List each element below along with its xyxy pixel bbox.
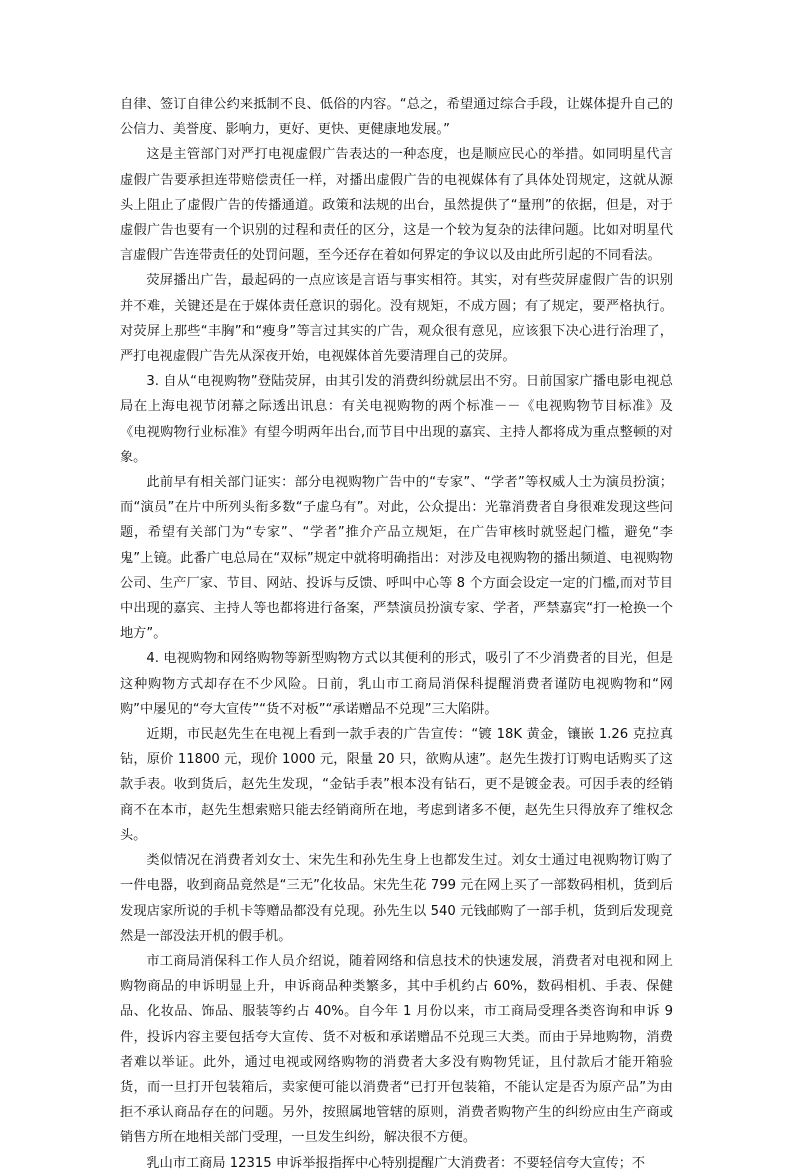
- paragraph-6: 4. 电视购物和网络购物等新型购物方式以其便利的形式，吸引了不少消费者的目光，但是这种购物方式却存在不少风险。日前，乳山市工商局消保科提醒消费者谨防电视购物和“网购”中屡见的“夸大宣传”“货不对板”“承诺赠品不兑现”三大陷阱。: [120, 651, 673, 717]
- paragraph-9: 市工商局消保科工作人员介绍说，随着网络和信息技术的快速发展，消费者对电视和网上购物商品的申诉明显上升，申诉商品种类繁多，其中手机约占 60%，数码相机、手表、保健品、化妆品、饰品、服装等约占 40%。自今年 1 月份以来，市工商局受理各类咨询和申诉 9 件，投诉内容主要包括夸大宣传、货不对板和承诺赠品不兑现三大类。而由于异地购物，消费者难以举证。此外，通过电视或网络购物的消费者大多没有购物凭证，且付款后才能开箱验货，而一旦打开包装箱后，卖家便可能以消费者“已打开包装箱，不能认定是否为原产品”为由拒不承认商品存在的问题。另外，按照属地管辖的原则，消费者购物产生的纠纷应由生产商或销售方所在地相关部门受理，一旦发生纠纷，解决很不方便。: [120, 953, 673, 1146]
- document-page: [120, 92, 673, 1176]
- paragraph-8: 类似情况在消费者刘女士、宋先生和孙先生身上也都发生过。刘女士通过电视购物订购了一件电器，收到商品竟然是“三无”化妆品。宋先生花 799 元在网上买了一部数码相机，货到后发现店家所说的手机卡等赠品都没有兑现。孙先生以 540 元钱邮购了一部手机，货到后发现竟然是一部没法开机的假手机。: [120, 853, 673, 944]
- paragraph-4: 3. 自从“电视购物”登陆荧屏，由其引发的消费纠纷就层出不穷。日前国家广播电影电视总局在上海电视节闭幕之际透出讯息：有关电视购物的两个标准－－《电视购物节目标准》及《电视购物行业标准》有望今明两年出台,而节目中出现的嘉宾、主持人都将成为重点整顿的对象。: [120, 374, 673, 465]
- paragraph-10: 乳山市工商局 12315 申诉举报指挥中心特别提醒广大消费者：不要轻信夸大宣传；不: [146, 1155, 646, 1171]
- paragraph-1: 自律、签订自律公约来抵制不良、低俗的内容。“总之，希望通过综合手段，让媒体提升自己的公信力、美誉度、影响力，更好、更快、更健康地发展。”: [120, 97, 673, 138]
- paragraph-7: 近期，市民赵先生在电视上看到一款手表的广告宣传：“镀 18K 黄金，镶嵌 1.26 克拉真钻，原价 11800 元，现价 1000 元，限量 20 只，欲购从速”。赵先生拨打订购电话购买了这款手表。收到货后，赵先生发现，“金钻手表”根本没有钻石，更不是镀金表。可因手表的经销商不在本市，赵先生想索赔只能去经销商所在地，考虑到诸多不便，赵先生只得放弃了维权念头。: [120, 727, 673, 843]
- paragraph-5: 此前早有相关部门证实：部分电视购物广告中的“专家”、“学者”等权威人士为演员扮演；而“演员”在片中所列头衔多数“子虚乌有”。对此，公众提出：光靠消费者自身很难发现这些问题，希望有关部门为“专家”、“学者”推介产品立规矩，在广告审核时就竖起门槛，避免“李鬼”上镜。此番广电总局在“双标”规定中就将明确指出：对涉及电视购物的播出频道、电视购物公司、生产厂家、节目、网站、投诉与反馈、呼叫中心等 8 个方面会设定一定的门槛,而对节目中出现的嘉宾、主持人等也都将进行备案，严禁演员扮演专家、学者，严禁嘉宾“打一枪换一个地方”。: [120, 475, 673, 642]
- paragraph-3: 荧屏播出广告，最起码的一点应该是言语与事实相符。其实，对有些荧屏虚假广告的识别并不难，关键还是在于媒体责任意识的弱化。没有规矩，不成方圆；有了规定，要严格执行。对荧屏上那些“丰胸”和“瘦身”等言过其实的广告，观众很有意见，应该狠下决心进行治理了，严打电视虚假广告先从深夜开始，电视媒体首先要清理自己的荧屏。: [120, 273, 673, 365]
- paragraph-2: 这是主管部门对严打电视虚假广告表达的一种态度，也是顺应民心的举措。如同明星代言虚假广告要承担连带赔偿责任一样，对播出虚假广告的电视媒体有了具体处罚规定，这就从源头上阻止了虚假广告的传播通道。政策和法规的出台，虽然提供了“量刑”的依据，但是，对于虚假广告也要有一个识别的过程和责任的区分，这是一个较为复杂的法律问题。比如对明星代言虚假广告连带责任的处罚问题，至今还存在着如何界定的争议以及由此所引起的不同看法。: [120, 147, 673, 264]
